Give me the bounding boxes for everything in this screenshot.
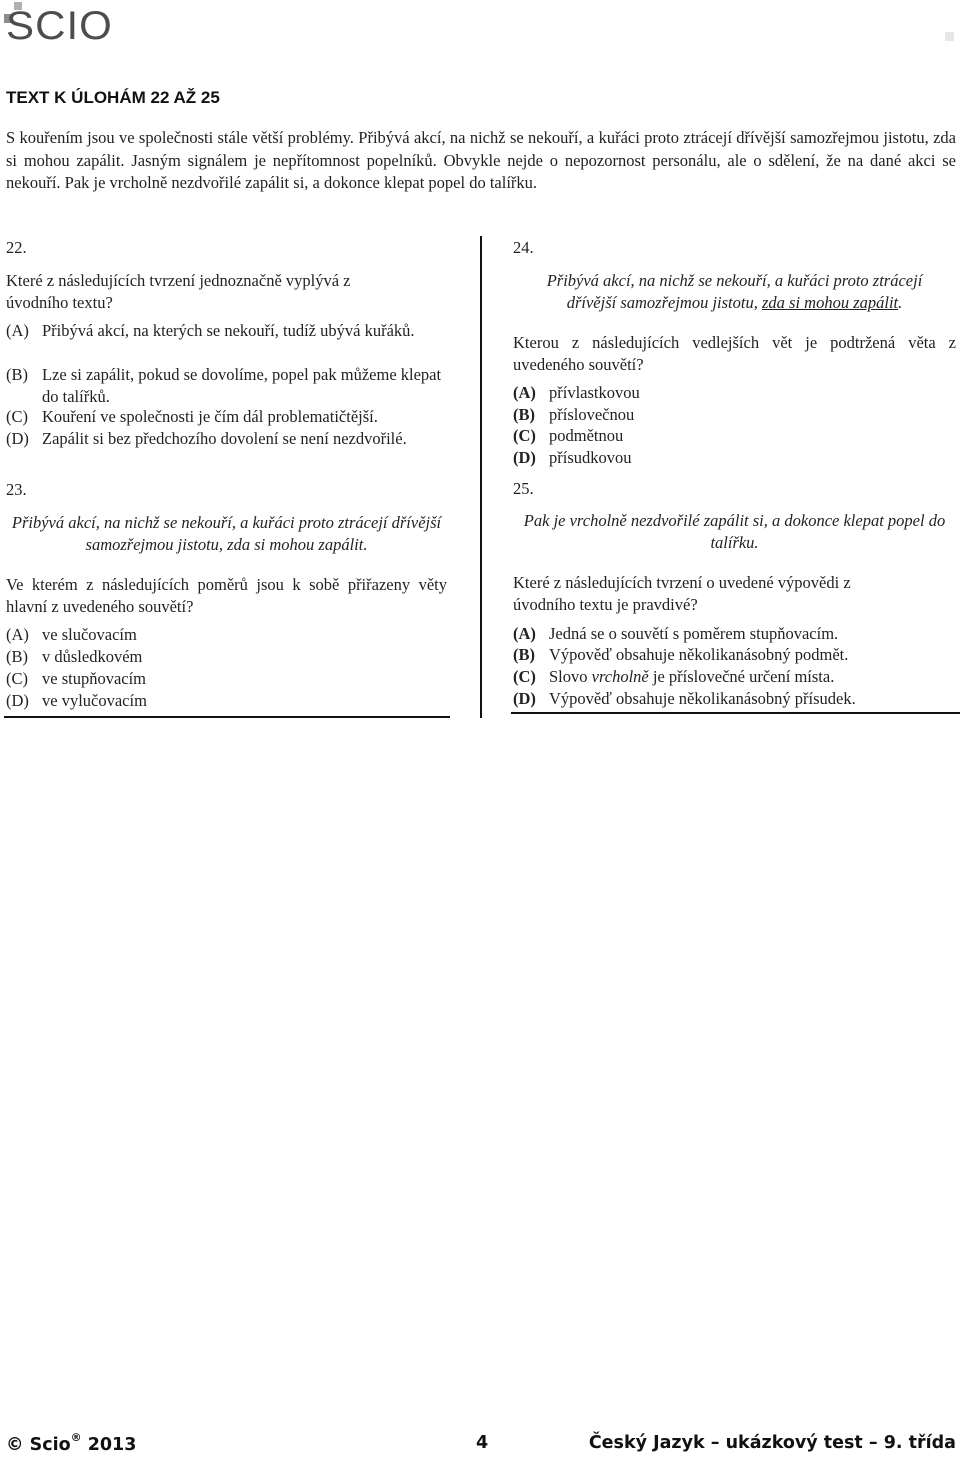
option-label: (D) xyxy=(6,691,29,710)
question-24-stem: Kterou z následujících vedlejších vět je podtržená věta z uvedeného souvětí? xyxy=(513,333,956,374)
question-22-stem: Které z následujících tvrzení jednoznačně vyplývá z úvodního textu? xyxy=(6,271,351,312)
scio-logo xyxy=(4,0,154,46)
question-25-quote: Pak je vrcholně nezdvořilé zapálit si, a dokonce klepat popel do talířku. xyxy=(523,511,946,552)
question-23-number: 23. xyxy=(6,480,27,499)
option-text: Kouření ve společnosti je čím dál problematičtější. xyxy=(42,407,378,426)
option-text: Přibývá akcí, na kterých se nekouří, tudíž ubývá kuřáků. xyxy=(42,321,415,340)
question-23-stem: Ve kterém z následujících poměrů jsou k sobě přiřazeny věty hlavní z uvedeného souvětí? xyxy=(6,575,447,616)
right-column-rule xyxy=(511,712,960,714)
column-divider xyxy=(480,236,482,718)
underlined-clause: zda si mohou zapálit xyxy=(761,293,899,312)
option-label: (C) xyxy=(6,407,28,426)
option-label: (A) xyxy=(513,383,536,402)
registered-mark: ® xyxy=(70,1431,82,1444)
option-label: (A) xyxy=(6,625,29,644)
question-24-option-c[interactable] xyxy=(513,425,956,447)
option-text: Zapálit si bez předchozího dovolení se není nezdvořilé. xyxy=(42,429,407,448)
question-25-option-a[interactable] xyxy=(513,623,956,645)
left-column-rule xyxy=(4,716,450,718)
question-25-stem: Které z následujících tvrzení o uvedené výpovědi z úvodního textu je pravdivé? xyxy=(513,573,851,614)
quote-text: dřívější samozřejmou jistotu, xyxy=(566,293,762,312)
copyright-year: 2013 xyxy=(87,1434,137,1455)
question-23-option-a[interactable] xyxy=(6,624,447,646)
option-text: přívlastkovou xyxy=(549,383,640,402)
option-text: v důsledkovém xyxy=(42,647,143,666)
option-text-part: je příslovečné určení místa. xyxy=(648,667,835,686)
option-label: (C) xyxy=(513,667,536,686)
option-text-part: Slovo xyxy=(549,667,592,686)
question-24-number: 24. xyxy=(513,238,534,257)
section-title: TEXT K ÚLOHÁM 22 AŽ 25 xyxy=(6,88,220,107)
question-23-option-b[interactable] xyxy=(6,646,447,668)
question-25-option-b[interactable] xyxy=(513,644,956,666)
option-text: ve stupňovacím xyxy=(42,669,147,688)
option-label: (C) xyxy=(513,426,536,445)
option-label: (D) xyxy=(513,689,536,708)
footer-subject: Český Jazyk – ukázkový test – 9. třída xyxy=(588,1433,956,1453)
footer-copyright xyxy=(6,1433,136,1455)
option-text: ve vylučovacím xyxy=(42,691,147,710)
question-23-option-d[interactable] xyxy=(6,690,447,712)
option-text: Výpověď obsahuje několikanásobný přísudek. xyxy=(549,689,856,708)
option-label: (B) xyxy=(6,365,28,384)
question-23-quote: Přibývá akcí, na nichž se nekouří, a kuřáci proto ztrácejí dřívější samozřejmou jistotu, zda si mohou zapálit. xyxy=(11,513,442,554)
option-label: (A) xyxy=(6,321,29,340)
option-label: (D) xyxy=(513,448,536,467)
option-label: (B) xyxy=(6,647,28,666)
question-24-option-d[interactable] xyxy=(513,447,956,469)
question-25-option-d[interactable] xyxy=(513,688,956,710)
option-label: (B) xyxy=(513,645,535,664)
option-label: (A) xyxy=(513,624,536,643)
page-footer xyxy=(6,1431,956,1457)
quote-line: Přibývá akcí, na nichž se nekouří, a kuřáci proto ztrácejí xyxy=(546,271,923,290)
option-text: přísudkovou xyxy=(549,448,632,467)
question-22-option-b[interactable] xyxy=(6,364,447,408)
quote-text: . xyxy=(898,293,903,312)
option-text: příslovečnou xyxy=(549,405,635,424)
question-24-option-a[interactable] xyxy=(513,382,956,404)
option-label: (B) xyxy=(513,405,535,424)
option-text: podmětnou xyxy=(549,426,624,445)
question-22-option-a[interactable] xyxy=(6,320,447,342)
corner-mark xyxy=(945,32,954,41)
option-text xyxy=(549,666,956,688)
page-number: 4 xyxy=(476,1433,489,1453)
copyright-text: © Scio xyxy=(6,1434,71,1455)
option-label: (D) xyxy=(6,429,29,448)
logo-text: SCIO xyxy=(6,4,113,48)
question-25-option-c[interactable] xyxy=(513,666,956,688)
question-24-quote xyxy=(513,270,956,314)
question-22-option-c[interactable] xyxy=(6,406,447,428)
question-23-option-c[interactable] xyxy=(6,668,447,690)
question-22-option-d[interactable] xyxy=(6,428,447,450)
question-25-number: 25. xyxy=(513,479,534,498)
option-text: Výpověď obsahuje několikanásobný podmět. xyxy=(549,645,849,664)
question-24-option-b[interactable] xyxy=(513,404,956,426)
option-text: Lze si zapálit, pokud se dovolíme, popel pak můžeme klepat do talířků. xyxy=(42,365,442,406)
question-22-number: 22. xyxy=(6,238,27,257)
option-text: Jedná se o souvětí s poměrem stupňovacím. xyxy=(549,624,839,643)
intro-text: S kouřením jsou ve společnosti stále větší problémy. Přibývá akcí, na nichž se nekouří, a kuřáci proto ztrácejí dřívější samozřejmou jistotu, zda si mohou zapálit. Jasným signálem je nepřítomnost popelníků. Obvykle nejde o nepozornost personálu, ale o sdělení, že na dané akci se nekouří. Pak je vrcholně nezdvořilé zapálit si, a dokonce klepat popel do talířku. xyxy=(6,128,956,192)
option-text-italic: vrcholně xyxy=(591,667,649,686)
option-label: (C) xyxy=(6,669,28,688)
quote-line xyxy=(513,292,956,314)
option-text: ve slučovacím xyxy=(42,625,137,644)
